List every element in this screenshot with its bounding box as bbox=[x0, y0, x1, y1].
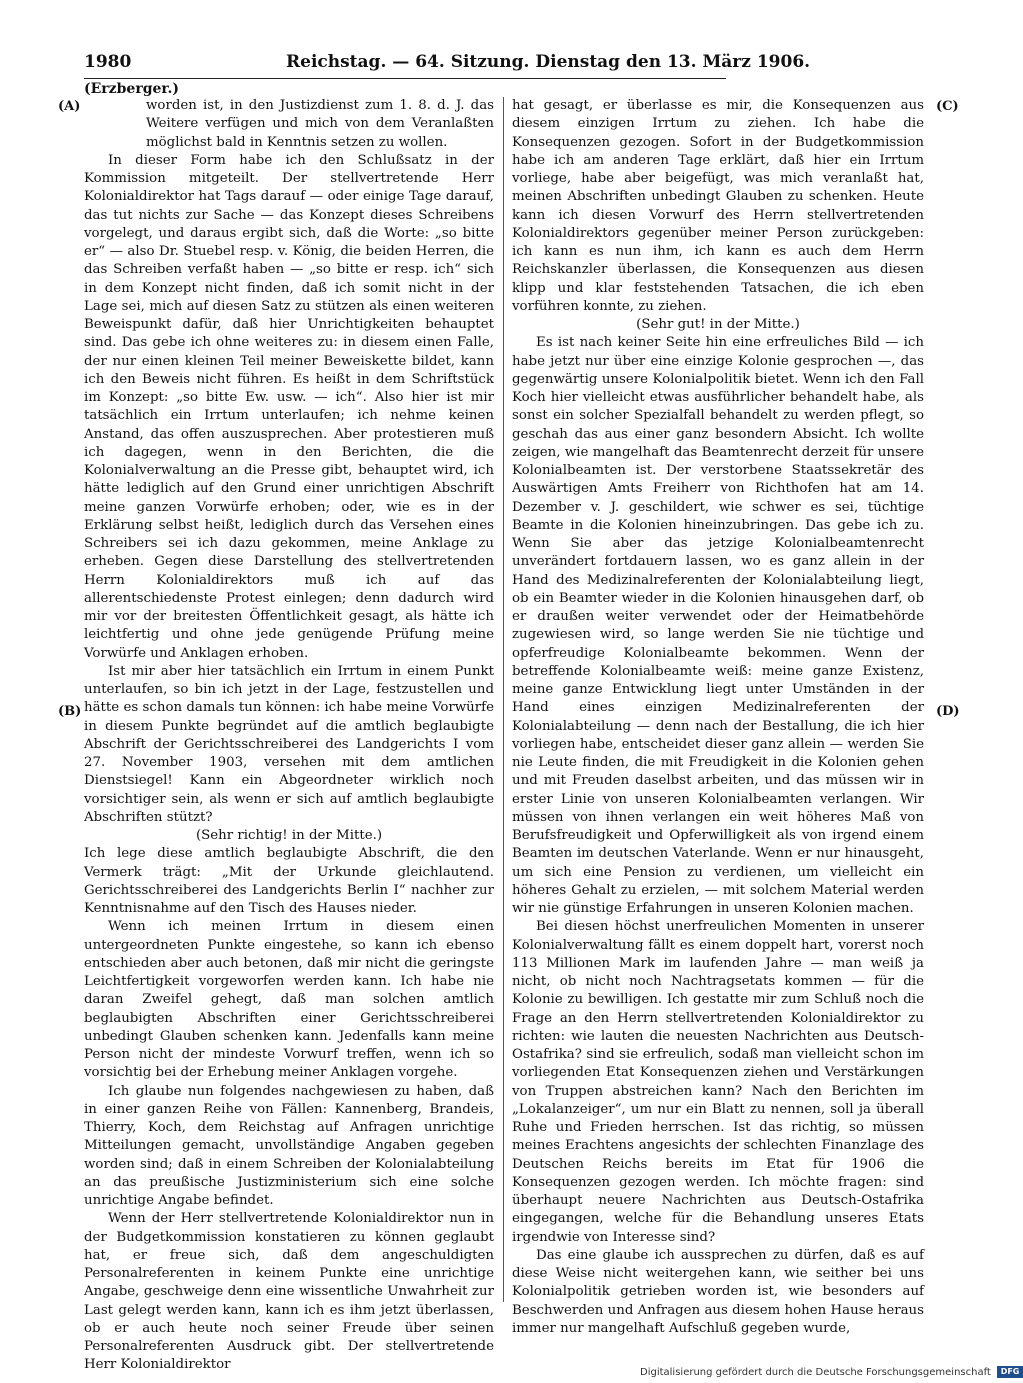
paragraph: In dieser Form habe ich den Schlußsatz in der Kommission mitgeteilt. Der stellvertretende Herr Kolonialdirektor hat Tags darauf — oder einige Tage darauf, das tut nichts zur Sache — das Konzept dieses Schreibens vorgelegt, und daraus ergibt sich, daß die Worte: „so bitte er“ — also Dr. Stuebel resp. v. König, die beiden Herren, die das Schreiben verfaßt haben — „so bitte er resp. ich“ sich in dem Konzept nicht finden, daß ich somit nicht in der Lage sei, mich auf diesen Satz zu stützen als einen weiteren Beweispunkt dafür, daß hier Unrichtigkeiten behauptet sind. Das gebe ich ohne weiteres zu: in diesem einen Falle, der nur einen kleinen Teil meiner Beweiskette bildet, kann ich den Beweis nicht führen. Es heißt in dem Schriftstück im Konzept: „so bitte Ew. usw. — ich“. Also hier ist mir tatsächlich ein Irrtum unterlaufen; ich nehme keinen Anstand, das offen auszusprechen. Aber protestieren muß ich dagegen, wenn in den Berichten, die die Kolonialverwaltung an die Presse gibt, behauptet wird, ich hätte lediglich auf den Grund einer unrichtigen Abschrift meine ganzen Vorwürfe erhoben; oder, wie es in der Erklärung selbst heißt, lediglich durch das Versehen eines Schreibers sei ich dazu gekommen, meine Anklage zu erheben. Gegen diese Darstellung des stellvertretenden Herrn Kolonialdirektors muß ich auf das allerentschiedenste Protest einlegen; denn dadurch wird mir vor der breitesten Öffentlichkeit gesagt, als hätte ich leichtfertig und ohne jede genügende Prüfung meine Vorwürfe und Anklagen erhoben. bbox=[84, 152, 494, 661]
running-title: Reichstag. — 64. Sitzung. Dienstag den 13. März 1906. bbox=[286, 52, 811, 72]
paragraph: Es ist nach keiner Seite hin eine erfreuliches Bild — ich habe jetzt nur über eine einzige Kolonie gesprochen —, das gegenwärtig unsere Kolonialpolitik bietet. Wenn ich den Fall Koch hier vielleicht etwas ausführlicher behandelt habe, als sonst ein solcher Spezialfall behandelt zu werden pflegt, so geschah das aus einer ganz besondern Absicht. Ich wollte zeigen, wie mangelhaft das Beamtenrecht derzeit für unsere Kolonialbeamten ist. Der verstorbene Staatssekretär des Auswärtigen Amts Freiherr von Richthofen hat am 14. Dezember v. J. geschildert, wie schwer es sei, tüchtige Beamte in die Kolonien hineinzubringen. Das gebe ich zu. Wenn Sie aber das jetzige Kolonialbeamtenrecht unverändert fortdauern lassen, wo es ganz allein in der Hand des Medizinalreferenten der Kolonialabteilung liegt, ob ein Beamter wieder in die Kolonien hinausgehen darf, ob er draußen weiter verwendet oder der Heimatbehörde zugewiesen wird, so lange werden Sie nie tüchtige und opferfreudige Kolonialbeamte bekommen. Wenn der betreffende Kolonialbeamte weiß: meine ganze Existenz, meine ganze Entwicklung liegt unter Umständen in der Hand eines einzigen Medizinalreferenten der Kolonialabteilung — denn nach der Bestallung, die ich hier vorliegen habe, entscheidet dieser ganz allein — werden Sie nie Leute finden, die mit Freudigkeit in die Kolonien gehen und mit Freuden daselbst arbeiten, und das müssen wir in erster Linie von unseren Kolonialbeamten verlangen. Wir müssen von ihnen verlangen ein weit höheres Maß von Berufsfreudigkeit und Opferwilligkeit als von irgend einem Beamten im deutschen Vaterlande. Wenn er nur hinausgeht, um sich eine Pension zu verdienen, um vielleicht ein höheres Gehalt zu erzielen, — mit solchem Material werden wir nie günstige Erfahrungen in unseren Kolonien machen. bbox=[512, 335, 924, 916]
margin-mark-b: (B) bbox=[58, 704, 82, 719]
digitization-credit bbox=[640, 1366, 1023, 1378]
paragraph: Ich glaube nun folgendes nachgewiesen zu haben, daß in einer ganzen Reihe von Fällen: Kannenberg, Brandeis, Thierry, Koch, dem Reichstag auf Anfragen unrichtige Mitteilungen gemacht, unvollständige Angaben gegeben worden sind; daß in einem Schreiben der Kolonialabteilung an das preußische Justizministerium sich eine solche unrichtige Angabe befindet. bbox=[84, 1083, 494, 1208]
paragraph: Wenn ich meinen Irrtum in diesem einen untergeordneten Punkte eingestehe, so kann ich ebenso entschieden aber auch betonen, daß mir nicht die geringste Leichtfertigkeit vorgeworfen werden kann. Ich habe nie daran Zweifel gehegt, daß man solchen amtlich beglaubigten Abschriften einer Gerichtsschreiberei unbedingt Glauben schenken kann. Jedenfalls kann meine Person nicht der mindeste Vorwurf treffen, wenn ich so vorsichtig bei der Erhebung meiner Anklagen vorgehe. bbox=[84, 919, 494, 1081]
page-number: 1980 bbox=[84, 52, 132, 72]
column-divider bbox=[503, 97, 504, 1302]
interjection: (Sehr richtig! in der Mitte.) bbox=[195, 828, 383, 843]
paragraph: Bei diesen höchst unerfreulichen Momenten in unserer Kolonialverwaltung fällt es einem doppelt hart, vorerst noch 113 Millionen Mark im laufenden Jahre — man weiß ja nicht, ob nicht noch Nachtragsetats kommen — für die Kolonie zu bewilligen. Ich gestatte mir zum Schluß noch die Frage an den Herrn stellvertretenden Kolonialdirektor zu richten: wie lauten die neuesten Nachrichten aus Deutsch-Ostafrika? sind sie erfreulich, sodaß man vielleicht schon im vorliegenden Etat Konsequenzen ziehen und Verstärkungen von Truppen abstreichen kann? Nach den Berichten im „Lokalanzeiger“, um nur ein Blatt zu nennen, soll ja überall Ruhe und Frieden herrschen. Ist das richtig, so müssen meines Erachtens angesichts der schlechten Finanzlage des Deutschen Reichs bereits im Etat für 1906 die Konsequenzen gezogen werden. Ich möchte fragen: sind überhaupt neuere Nachrichten aus Deutsch-Ostafrika eingegangen, welche für die Behandlung unseres Etats irgendwie von Interesse sind? bbox=[512, 919, 924, 1245]
paragraph: Ist mir aber hier tatsächlich ein Irrtum in einem Punkt unterlaufen, so bin ich jetzt in der Lage, festzustellen und hätte es schon damals tun können: ich habe meine Vorwürfe in diesem Punkte begründet auf die amtlich beglaubigte Abschrift der Gerichtsschreiberei des Landgerichts I vom 27. November 1903, versehen mit dem amtlichen Dienstsiegel! Kann ein Abgeordneter wirklich noch vorsichtiger sein, als wenn er sich auf amtlich beglaubigte Abschriften stützt? bbox=[84, 663, 494, 825]
margin-mark-d: (D) bbox=[936, 704, 960, 719]
margin-mark-a: (A) bbox=[58, 99, 81, 114]
left-column bbox=[84, 97, 494, 1373]
dfg-logo-icon: DFG bbox=[997, 1366, 1023, 1378]
page-header bbox=[84, 50, 811, 79]
paragraph: worden ist, in den Justizdienst zum 1. 8. d. J. das Weitere verfügen und mich von dem Veranlaßten möglichst bald in Kenntnis setzen zu wollen. bbox=[146, 98, 494, 150]
right-column bbox=[512, 97, 924, 1336]
paragraph: Ich lege diese amtlich beglaubigte Abschrift, die den Vermerk trägt: „Mit der Urkunde gleichlautend. Gerichtsschreiberei des Landgerichts Berlin I“ nachher zur Kenntnisnahme auf den Tisch des Hauses nieder. bbox=[84, 846, 494, 916]
paragraph: hat gesagt, er überlasse es mir, die Konsequenzen aus diesem einzigen Irrtum zu ziehen. Ich habe die Konsequenzen gezogen. Sofort in der Budgetkommission habe ich am anderen Tage erklärt, daß hier ein Irrtum vorliege, habe aber beigefügt, was mich veranlaßt hat, meinen Abschriften unbedingt Glauben zu schenken. Heute kann ich diesen Vorwurf des Herrn stellvertretenden Kolonialdirektors gegenüber meiner Person zurückgeben: ich kann es nun ihm, ich kann es auch dem Herrn Reichskanzler überlassen, die Konsequenzen aus diesen klipp und klar feststehenden Tatsachen, die ich eben vorführen konnte, zu ziehen. bbox=[512, 98, 924, 314]
credit-text: Digitalisierung gefördert durch die Deutsche Forschungsgemeinschaft bbox=[640, 1367, 991, 1378]
paragraph: Das eine glaube ich aussprechen zu dürfen, daß es auf diese Weise nicht weitergehen kann, wie seither bei uns Kolonialpolitik getrieben worden ist, wie besonders auf Beschwerden und Anfragen aus diesem hohen Hause heraus immer nur mangelhaft Aufschluß gegeben wurde, bbox=[512, 1247, 924, 1336]
speaker-name: (Erzberger.) bbox=[84, 81, 179, 97]
paragraph: Wenn der Herr stellvertretende Kolonialdirektor nun in der Budgetkommission konstatieren zu können geglaubt hat, er freue sich, daß dem angeschuldigten Personalreferenten in keinem Punkte eine unrichtige Angabe, geschweige denn eine wissentliche Unwahrheit zur Last gelegt werden kann, kann ich es ihm jetzt überlassen, ob er auch heute noch seiner Freude über seinen Personalreferenten Ausdruck gibt. Der stellvertretende Herr Kolonialdirektor bbox=[84, 1211, 494, 1373]
margin-mark-c: (C) bbox=[936, 99, 959, 114]
interjection: (Sehr gut! in der Mitte.) bbox=[636, 317, 800, 332]
